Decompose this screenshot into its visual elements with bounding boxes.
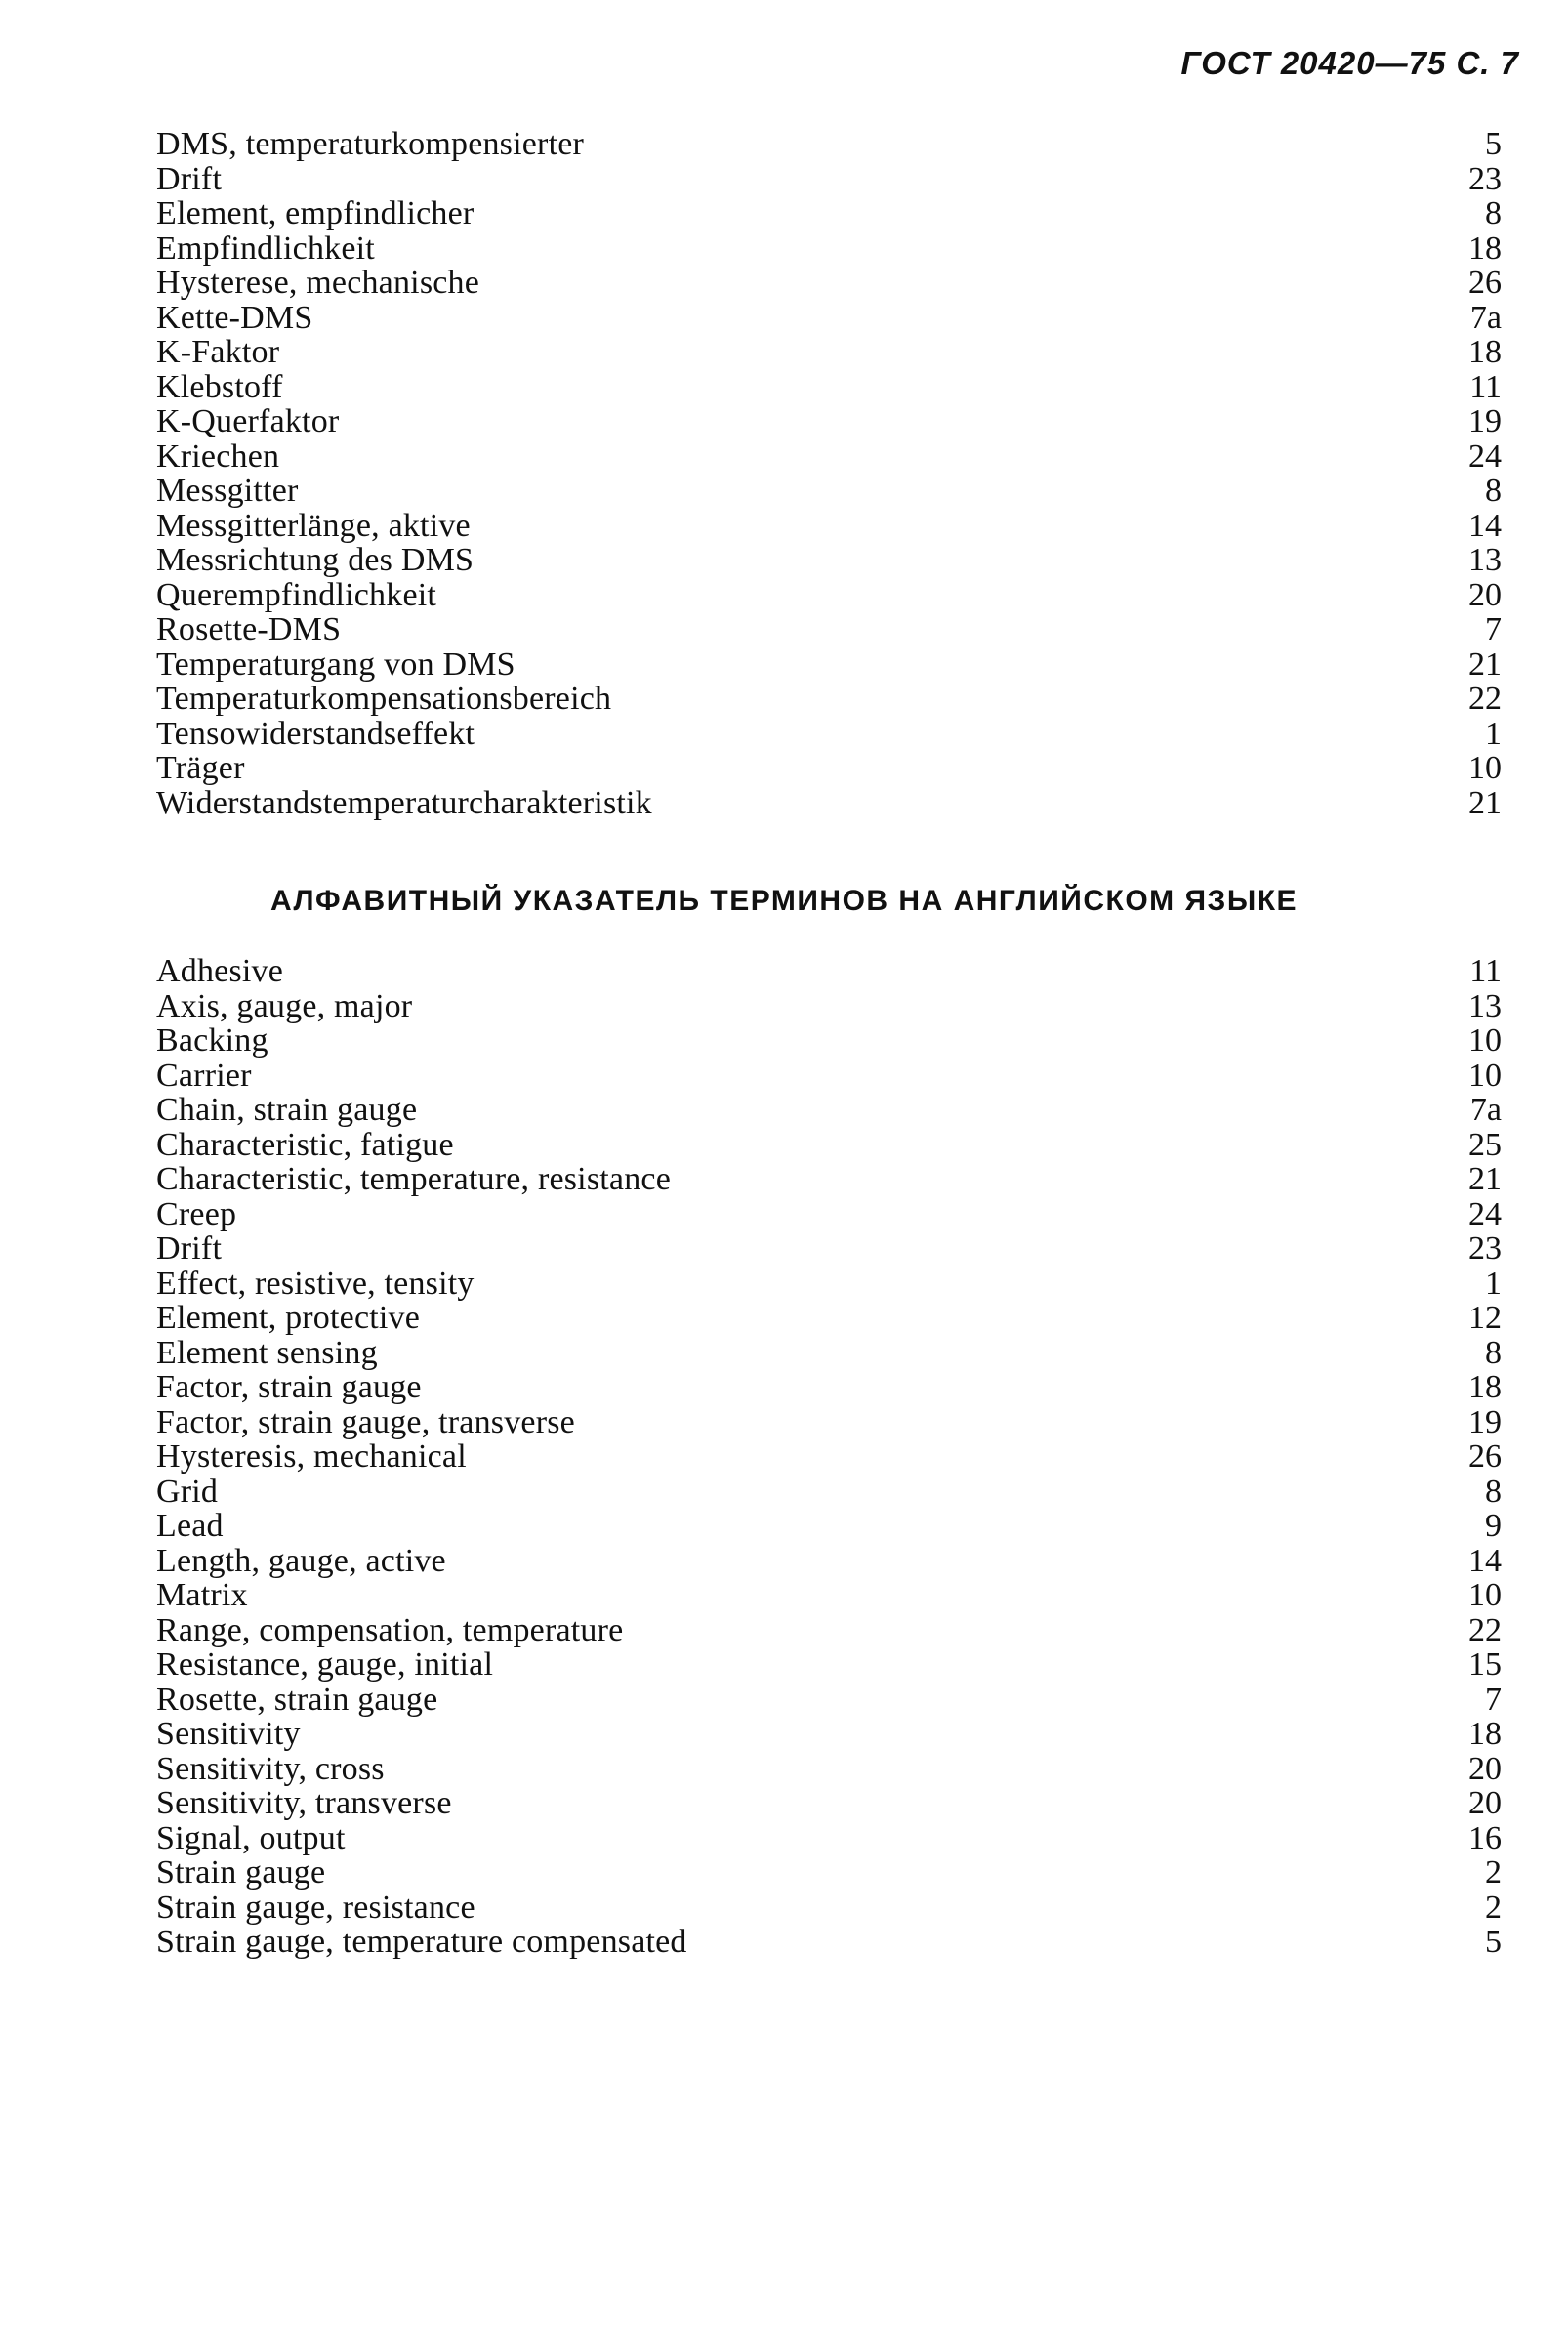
index-entry [156,127,1502,162]
index-term: Adhesive [156,953,284,989]
index-number: 16 [1468,1819,1502,1856]
index-number: 14 [1468,1542,1502,1579]
index-term: Backing [156,1022,268,1059]
index-entry [156,543,1502,578]
index-entry [156,1475,1502,1510]
index-number: 7a [1469,299,1502,336]
index-number: 21 [1468,1161,1502,1197]
index-entry [156,301,1502,336]
index-term: Factor, strain gauge [156,1369,422,1405]
index-entry [156,474,1502,509]
index-number: 7 [1485,1681,1502,1718]
index-entry [156,1267,1502,1302]
index-entry [156,335,1502,370]
index-entry [156,647,1502,683]
index-term: Element, empfindlicher [156,195,475,231]
index-number: 20 [1468,1750,1502,1787]
index-entry [156,1231,1502,1267]
index-term: Resistance, gauge, initial [156,1646,494,1683]
index-entry [156,1925,1502,1960]
index-entry [156,578,1502,613]
index-number: 12 [1468,1300,1502,1336]
index-entry [156,1023,1502,1059]
index-term: Empfindlichkeit [156,229,375,267]
index-number: 8 [1485,195,1502,231]
index-entry [156,1891,1502,1926]
index-number: 10 [1468,1022,1502,1059]
index-number: 20 [1468,576,1502,613]
index-number: 19 [1468,403,1502,439]
index-term: Querempfindlichkeit [156,576,437,613]
index-entry [156,1544,1502,1579]
index-entry [156,1301,1502,1336]
index-number: 18 [1468,334,1502,370]
index-number: 25 [1468,1126,1502,1163]
index-number: 10 [1468,1577,1502,1613]
index-entry [156,1786,1502,1821]
index-number: 13 [1468,542,1502,578]
index-term: Effect, resistive, tensity [156,1265,475,1302]
index-number: 23 [1468,160,1502,197]
index-entry [156,751,1502,786]
index-term: Length, gauge, active [156,1542,446,1579]
index-term: Strain gauge, temperature compensated [156,1924,687,1960]
index-number: 23 [1468,1230,1502,1267]
index-term: Temperaturgang von DMS [156,645,516,683]
index-number: 9 [1485,1508,1502,1544]
index-term: Kriechen [156,437,280,475]
index-number: 5 [1485,1924,1502,1960]
page-header: ГОСТ 20420—75 С. 7 [1180,45,1519,81]
index-term: Matrix [156,1577,248,1613]
index-entry [156,717,1502,752]
index-number: 2 [1485,1854,1502,1891]
index-term: Sensitivity, transverse [156,1785,452,1821]
index-number: 10 [1468,1057,1502,1094]
index-number: 8 [1485,1473,1502,1510]
index-term: Klebstoff [156,368,283,405]
index-term: Hysteresis, mechanical [156,1438,467,1475]
index-entry [156,1613,1502,1648]
index-number: 10 [1468,750,1502,786]
index-term: Sensitivity, cross [156,1750,385,1787]
index-entry [156,162,1502,197]
index-number: 15 [1468,1646,1502,1683]
index-entry [156,682,1502,717]
index-number: 18 [1468,229,1502,267]
index-number: 24 [1468,1195,1502,1232]
index-entry [156,370,1502,405]
index-entry [156,612,1502,647]
index-number: 22 [1468,681,1502,717]
index-number: 18 [1468,1716,1502,1752]
index-english [156,954,1502,1960]
index-number: 7a [1469,1092,1502,1128]
index-entry [156,439,1502,475]
section-title-english-index: АЛФАВИТНЫЙ УКАЗАТЕЛЬ ТЕРМИНОВ НА АНГЛИЙСКОМ ЯЗЫКЕ [269,885,1299,917]
index-number: 1 [1485,1265,1502,1302]
index-term: Element, protective [156,1300,421,1336]
index-number: 8 [1485,1334,1502,1371]
index-entry [156,1821,1502,1856]
index-number: 14 [1468,507,1502,544]
index-entry [156,1405,1502,1440]
index-entry [156,1647,1502,1683]
index-entry [156,1093,1502,1128]
index-term: Messrichtung des DMS [156,542,475,578]
index-number: 19 [1468,1403,1502,1440]
index-entry [156,1578,1502,1613]
index-number: 22 [1468,1611,1502,1648]
index-entry [156,989,1502,1024]
index-entry [156,266,1502,301]
index-term: Temperaturkompensationsbereich [156,681,612,717]
index-number: 21 [1468,645,1502,683]
index-term: Rosette-DMS [156,611,342,647]
index-entry [156,1855,1502,1891]
index-entry [156,1752,1502,1787]
index-entry [156,1197,1502,1232]
index-term: Messgitterlänge, aktive [156,507,471,544]
index-entry [156,1336,1502,1371]
index-term: Characteristic, fatigue [156,1126,454,1163]
index-term: DMS, temperaturkompensierter [156,126,585,162]
index-number: 26 [1468,1438,1502,1475]
index-number: 18 [1468,1369,1502,1405]
index-term: Characteristic, temperature, resistance [156,1161,671,1197]
index-entry [156,1509,1502,1544]
index-term: Messgitter [156,473,299,509]
index-number: 21 [1468,784,1502,821]
index-number: 20 [1468,1785,1502,1821]
index-number: 24 [1468,437,1502,475]
index-number: 26 [1468,265,1502,301]
index-term: Signal, output [156,1819,346,1856]
index-term: Rosette, strain gauge [156,1681,438,1718]
index-term: Creep [156,1195,237,1232]
index-term: Lead [156,1508,224,1544]
index-term: Widerstandstemperaturcharakteristik [156,784,652,821]
index-term: Drift [156,160,223,197]
index-number: 11 [1469,953,1502,989]
index-term: Tensowiderstandseffekt [156,715,475,752]
index-term: Hysterese, mechanische [156,265,480,301]
index-term: Sensitivity [156,1716,301,1752]
index-entry [156,231,1502,267]
index-term: Axis, gauge, major [156,987,413,1024]
index-entry [156,954,1502,989]
index-entry [156,1370,1502,1405]
index-term: K-Faktor [156,334,280,370]
index-number: 13 [1468,987,1502,1024]
index-term: Drift [156,1230,223,1267]
index-term: Chain, strain gauge [156,1092,418,1128]
index-term: Element sensing [156,1334,378,1371]
index-entry [156,1439,1502,1475]
index-term: Factor, strain gauge, transverse [156,1403,575,1440]
index-entry [156,196,1502,231]
index-number: 5 [1485,126,1502,162]
index-entry [156,1162,1502,1197]
index-term: Strain gauge [156,1854,326,1891]
index-entry [156,509,1502,544]
index-term: Range, compensation, temperature [156,1611,624,1648]
index-number: 11 [1469,368,1502,405]
index-number: 7 [1485,611,1502,647]
index-term: K-Querfaktor [156,403,340,439]
index-number: 2 [1485,1889,1502,1926]
index-term: Träger [156,750,245,786]
index-term: Kette-DMS [156,299,313,336]
index-entry [156,786,1502,821]
index-entry [156,1717,1502,1752]
index-number: 8 [1485,473,1502,509]
index-entry [156,1683,1502,1718]
index-term: Strain gauge, resistance [156,1889,475,1926]
index-entry [156,1059,1502,1094]
index-entry [156,1128,1502,1163]
index-german [156,127,1502,820]
index-number: 1 [1485,715,1502,752]
index-term: Grid [156,1473,219,1510]
index-term: Carrier [156,1057,252,1094]
index-entry [156,404,1502,439]
